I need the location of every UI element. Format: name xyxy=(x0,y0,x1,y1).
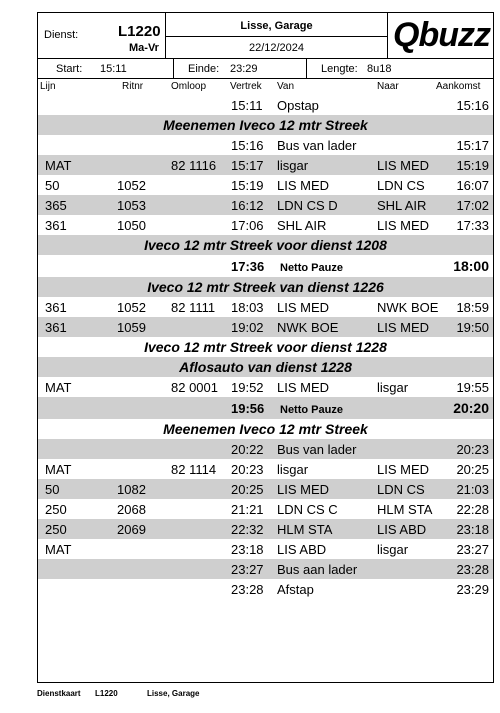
cell-van: HLM STA xyxy=(277,522,333,537)
cell-van: NWK BOE xyxy=(277,320,339,335)
trip-row xyxy=(38,519,493,539)
cell-aankomst: 15:19 xyxy=(456,158,489,173)
cell-lijn: MAT xyxy=(45,158,72,173)
cell-vertrek: 15:11 xyxy=(231,98,263,113)
cell-aankomst: 20:25 xyxy=(456,462,489,477)
trip-row xyxy=(38,539,493,559)
einde-label: Einde: xyxy=(188,63,220,75)
section-title: Iveco 12 mtr Streek van dienst 1226 xyxy=(147,279,384,295)
section-title-row xyxy=(38,357,493,377)
cell-lijn: MAT xyxy=(45,462,72,477)
cell-aankomst: 19:50 xyxy=(456,320,489,335)
service-card xyxy=(37,12,494,683)
cell-vertrek: 15:19 xyxy=(231,178,264,193)
section-title: Aflosauto van dienst 1228 xyxy=(179,359,352,375)
cell-vertrek: 20:25 xyxy=(231,482,264,497)
cell-ritnr: 1052 xyxy=(117,300,146,315)
pause-label: Netto Pauze xyxy=(280,262,343,274)
cell-naar: lisgar xyxy=(377,542,409,557)
cell-vertrek: 23:18 xyxy=(231,542,264,557)
einde-value: 23:29 xyxy=(230,63,258,75)
cell-ritnr: 2068 xyxy=(117,502,146,517)
footer-label: Dienstkaart xyxy=(37,689,81,698)
lengte-value: 8u18 xyxy=(367,63,392,75)
trip-row xyxy=(38,459,493,479)
cell-aankomst: 20:23 xyxy=(456,442,489,457)
section-title: Meenemen Iveco 12 mtr Streek xyxy=(163,117,368,133)
cell-naar: HLM STA xyxy=(377,502,433,517)
cell-lijn: MAT xyxy=(45,542,72,557)
cell-omloop: 82 1114 xyxy=(171,462,217,477)
trip-row xyxy=(38,377,493,397)
cell-omloop: 82 1116 xyxy=(171,158,217,173)
trip-row xyxy=(38,297,493,317)
pause-row xyxy=(38,397,493,419)
cell-vertrek: 23:27 xyxy=(231,562,264,577)
cell-aankomst: 23:29 xyxy=(456,582,489,597)
footer-location: Lisse, Garage xyxy=(147,689,200,698)
cell-naar: LIS MED xyxy=(377,462,430,477)
cell-vertrek: 22:32 xyxy=(231,522,264,537)
col-vertrek: Vertrek xyxy=(230,81,262,92)
service-date: 22/12/2024 xyxy=(248,42,305,54)
cell-naar: LIS MED xyxy=(377,320,430,335)
cell-ritnr: 1059 xyxy=(117,320,146,335)
trip-row xyxy=(38,195,493,215)
cell-aankomst: 17:02 xyxy=(456,198,489,213)
cell-vertrek: 21:21 xyxy=(231,502,264,517)
info-row xyxy=(38,59,493,79)
cell-naar: SHL AIR xyxy=(377,198,427,213)
cell-van: Bus van lader xyxy=(277,442,357,457)
trip-row xyxy=(38,95,493,115)
col-van: Van xyxy=(277,81,295,92)
cell-vertrek: 23:28 xyxy=(231,582,264,597)
cell-van: SHL AIR xyxy=(277,218,327,233)
cell-van: Bus aan lader xyxy=(277,562,358,577)
cell-van: LIS MED xyxy=(277,380,330,395)
cell-aankomst: 15:17 xyxy=(456,138,489,153)
cell-naar: LDN CS xyxy=(377,178,425,193)
trip-row xyxy=(38,175,493,195)
cell-van: LDN CS C xyxy=(277,502,338,517)
cell-vertrek: 18:03 xyxy=(231,300,264,315)
cell-vertrek: 19:52 xyxy=(231,380,264,395)
section-title: Meenemen Iveco 12 mtr Streek xyxy=(163,421,368,437)
trip-row xyxy=(38,135,493,155)
cell-aankomst: 17:33 xyxy=(456,218,489,233)
dienst-cell xyxy=(38,13,166,58)
cell-naar: LIS MED xyxy=(377,218,430,233)
trip-row xyxy=(38,317,493,337)
cell-van: LIS MED xyxy=(277,178,330,193)
cell-ritnr: 1082 xyxy=(117,482,146,497)
cell-vertrek: 19:56 xyxy=(231,401,265,416)
cell-aankomst: 19:55 xyxy=(456,380,489,395)
cell-ritnr: 1052 xyxy=(117,178,146,193)
section-title-row xyxy=(38,277,493,297)
cell-van: LIS ABD xyxy=(277,542,327,557)
card-header xyxy=(38,13,493,59)
section-title-row xyxy=(38,419,493,439)
cell-lijn: 365 xyxy=(45,198,67,213)
cell-vertrek: 20:23 xyxy=(231,462,264,477)
section-title-row xyxy=(38,235,493,255)
cell-lijn: 50 xyxy=(45,482,60,497)
cell-vertrek: 20:22 xyxy=(231,442,264,457)
section-title-row xyxy=(38,337,493,357)
cell-naar: lisgar xyxy=(377,380,409,395)
cell-aankomst: 23:27 xyxy=(456,542,489,557)
depot-location: Lisse, Garage xyxy=(240,20,313,32)
cell-vertrek: 16:12 xyxy=(231,198,264,213)
service-days: Ma-Vr xyxy=(129,42,159,54)
footer-code: L1220 xyxy=(95,689,118,698)
section-title: Iveco 12 mtr Streek voor dienst 1208 xyxy=(144,237,387,253)
cell-naar: NWK BOE xyxy=(377,300,439,315)
cell-naar: LIS ABD xyxy=(377,522,427,537)
cell-van: LDN CS D xyxy=(277,198,338,213)
lengte-label: Lengte: xyxy=(321,63,358,75)
cell-lijn: 361 xyxy=(45,218,67,233)
col-omloop: Omloop xyxy=(171,81,207,92)
cell-van: lisgar xyxy=(277,462,309,477)
trip-row xyxy=(38,559,493,579)
dienst-code: L1220 xyxy=(118,23,161,40)
cell-lijn: 250 xyxy=(45,522,67,537)
start-label: Start: xyxy=(56,63,83,75)
cell-aankomst: 20:20 xyxy=(453,400,489,416)
cell-lijn: 50 xyxy=(45,178,60,193)
cell-omloop: 82 0001 xyxy=(171,380,218,395)
trip-row xyxy=(38,499,493,519)
col-ritnr: Ritnr xyxy=(122,81,144,92)
cell-ritnr: 2069 xyxy=(117,522,146,537)
trip-row xyxy=(38,439,493,459)
trip-row xyxy=(38,579,493,599)
cell-omloop: 82 1111 xyxy=(171,300,216,315)
section-title: Iveco 12 mtr Streek voor dienst 1228 xyxy=(144,339,387,355)
cell-van: Opstap xyxy=(277,98,319,113)
cell-aankomst: 22:28 xyxy=(456,502,489,517)
cell-naar: LIS MED xyxy=(377,158,430,173)
cell-ritnr: 1050 xyxy=(117,218,146,233)
col-lijn: Lijn xyxy=(40,81,56,92)
cell-vertrek: 19:02 xyxy=(231,320,264,335)
trip-row xyxy=(38,215,493,235)
col-naar: Naar xyxy=(377,81,399,92)
cell-lijn: 250 xyxy=(45,502,67,517)
cell-ritnr: 1053 xyxy=(117,198,146,213)
cell-van: Afstap xyxy=(277,582,314,597)
cell-lijn: 361 xyxy=(45,320,67,335)
trip-row xyxy=(38,155,493,175)
cell-aankomst: 23:28 xyxy=(456,562,489,577)
pause-row xyxy=(38,255,493,277)
cell-aankomst: 23:18 xyxy=(456,522,489,537)
cell-aankomst: 15:16 xyxy=(456,98,489,113)
cell-van: LIS MED xyxy=(277,300,330,315)
cell-vertrek: 17:36 xyxy=(231,259,265,274)
pause-label: Netto Pauze xyxy=(280,404,343,416)
cell-aankomst: 16:07 xyxy=(456,178,489,193)
cell-naar: LDN CS xyxy=(377,482,425,497)
cell-vertrek: 17:06 xyxy=(231,218,264,233)
cell-aankomst: 21:03 xyxy=(456,482,489,497)
trip-row xyxy=(38,479,493,499)
cell-van: lisgar xyxy=(277,158,309,173)
dienst-label: Dienst: xyxy=(44,29,79,41)
cell-lijn: MAT xyxy=(45,380,72,395)
cell-aankomst: 18:00 xyxy=(453,258,489,274)
start-value: 15:11 xyxy=(100,63,127,75)
cell-aankomst: 18:59 xyxy=(456,300,489,315)
cell-van: Bus van lader xyxy=(277,138,357,153)
col-aankomst: Aankomst xyxy=(436,81,481,92)
cell-vertrek: 15:16 xyxy=(231,138,264,153)
divider xyxy=(166,36,387,37)
cell-vertrek: 15:17 xyxy=(231,158,264,173)
section-title-row xyxy=(38,115,493,135)
qbuzz-logo: Qbuzz xyxy=(393,16,490,54)
column-headers xyxy=(38,80,493,94)
location-date-cell xyxy=(166,13,388,58)
cell-lijn: 361 xyxy=(45,300,67,315)
cell-van: LIS MED xyxy=(277,482,330,497)
